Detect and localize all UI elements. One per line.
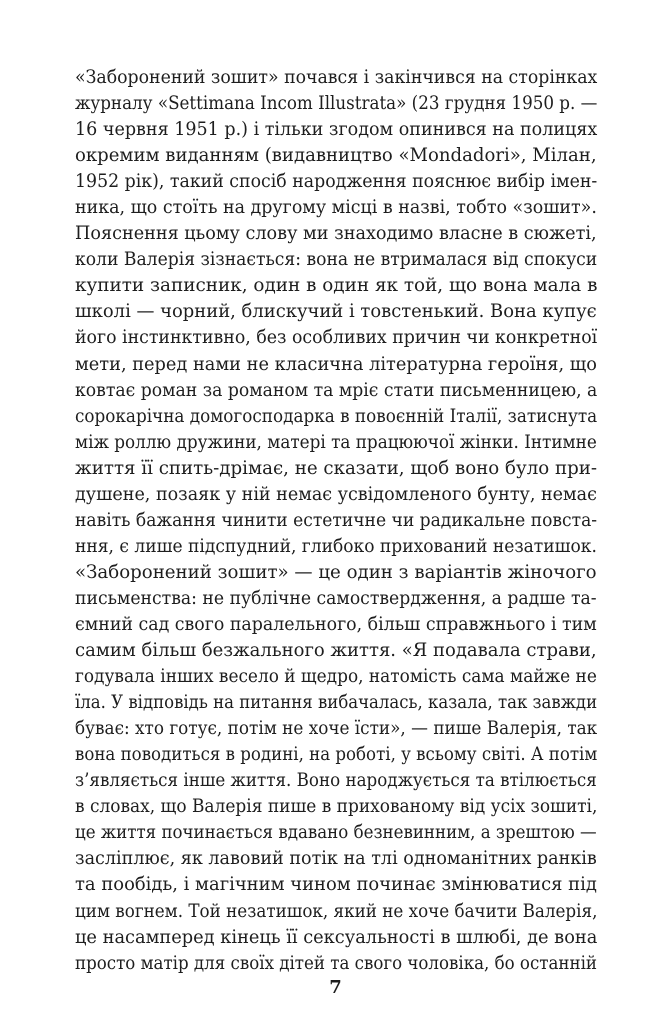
text-line: Пояснення цьому слову ми знаходимо власне в сюжеті, [75,222,597,245]
text-line: їла. У відповідь на питання вибачалась, казала, так завжди [75,691,598,714]
text-line: вона поводиться в родині, на роботі, у всьому світі. А потім [75,743,598,766]
text-line: ння, є лише підспудний, глибоко прихований незатишок. [75,534,597,557]
text-line: письменства: не публічне самоствердження, а радше та- [75,586,597,609]
text-line: душене, позаяк у ній немає усвідомленого бунту, немає [75,482,597,505]
text-line: мети, перед нами не класична літературна героїня, що [75,352,597,375]
text-line: купити записник, один в один як той, що вона мала в [75,274,598,297]
page-number: 7 [329,977,342,998]
text-line: ковтає роман за романом та мріє стати письменницею, а [75,378,598,401]
text-line: коли Валерія зізнається: вона не втрималася від спокуси [75,248,598,271]
text-line: між роллю дружини, матері та працюючої жінки. Інтимне [75,430,597,453]
text-line: «Заборонений зошит» — це один з варіантів жіночого [75,560,597,583]
text-line: в словах, що Валерія пише в прихованому від усіх зошиті, [75,795,598,818]
text-line: ємний сад свого паралельного, більш справжнього і тим [75,612,597,635]
text-line: журналу «Settimana Incom Illustrata» (23 грудня 1950 р. — [75,92,598,115]
text-line: 1952 рік), такий спосіб народження пояснює вибір імен- [75,170,598,193]
text-line: та пообідь, і магічним чином починає змінюватися під [75,873,597,896]
text-line: навіть бажання чинити естетичне чи радикальне повста- [75,508,598,531]
text-line: цим вогнем. Той незатишок, який не хоче бачити Валерія, [75,899,598,922]
text-line: сорокарічна домогосподарка в повоєнній Італії, затиснута [75,404,598,427]
text-line: просто матір для своїх дітей та свого чоловіка, бо останній [75,951,597,974]
text-line: це насамперед кінець її сексуальності в шлюбі, де вона [75,925,598,948]
text-line: «Заборонений зошит» почався і закінчився на сторінках [75,66,598,88]
text-line: з’являється інше життя. Воно народжується та втілюється [75,769,597,792]
text-line: 16 червня 1951 р.) і тільки згодом опинився на полицях [75,118,598,141]
text-line: школі — чорний, блискучий і товстенький. Вона купує [75,300,597,323]
text-line: самим більш безжального життя. «Я подавала страви, [75,639,597,662]
text-line: засліплює, як лавовий потік на тлі одноманітних ранків [75,847,597,870]
text-line: його інстинктивно, без особливих причин чи конкретної [75,326,598,349]
text-line: окремим виданням (видавництво «Mondadori», Мілан, [75,144,597,167]
text-line: ника, що стоїть на другому місці в назві, тобто «зошит». [75,196,597,219]
text-line: це життя починається вдавано безневинним, а зрештою — [75,821,597,844]
body-text [75,64,597,976]
text-line: життя її спить-дрімає, не сказати, щоб воно було при- [75,456,598,479]
text-line: годувала інших весело й щедро, натомість сама майже не [75,665,597,688]
text-line: буває: хто готує, потім не хоче їсти», — пише Валерія, так [75,717,598,740]
